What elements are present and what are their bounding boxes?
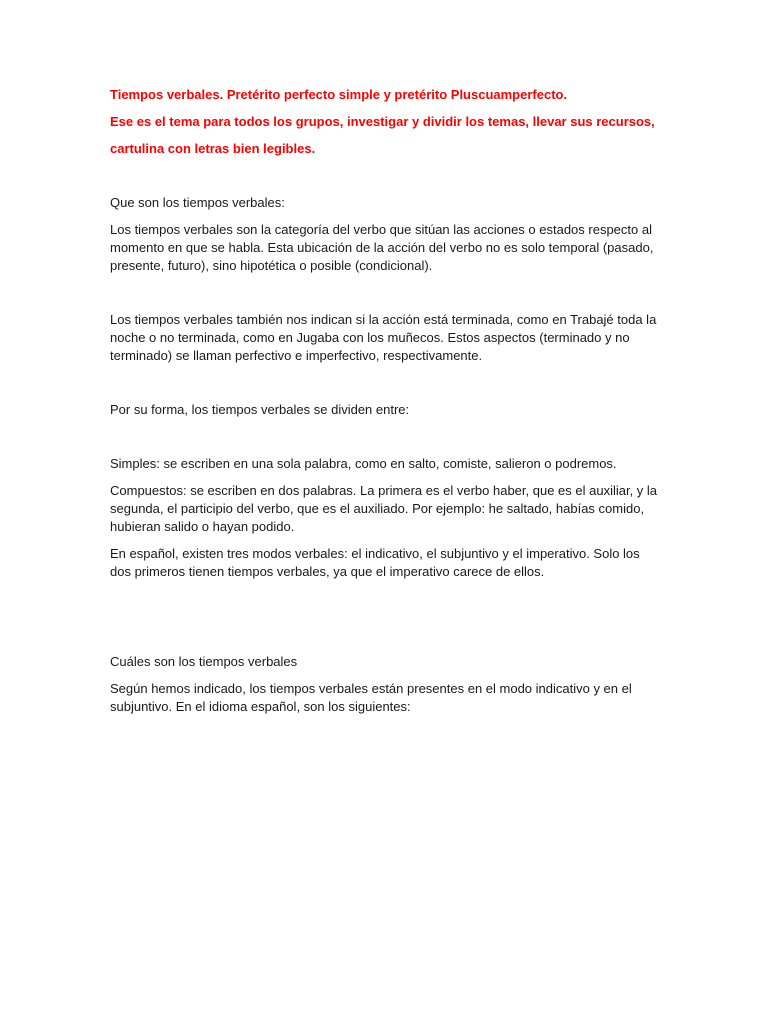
paragraph-definition: Los tiempos verbales son la categoría del verbo que sitúan las acciones o estados respecto al momento en que se habla. Esta ubicación de la acción del verbo no es solo temporal (pasado, presente, futuro), sino hipotética o posible (condicional).: [110, 222, 654, 273]
paragraph-simples: Simples: se escriben en una sola palabra, como en salto, comiste, salieron o podremos.: [110, 456, 617, 471]
paragraph-modos-verbales: En español, existen tres modos verbales: el indicativo, el subjuntivo y el imperativo. Solo los dos primeros tienen tiempos verbales, ya que el imperativo carece de ellos.: [110, 546, 640, 579]
document-body: [110, 86, 658, 725]
paragraph-por-su-forma: Por su forma, los tiempos verbales se dividen entre:: [110, 402, 410, 417]
header-line-materials: cartulina con letras bien legibles.: [110, 141, 316, 156]
paragraph-aspect: Los tiempos verbales también nos indican si la acción está terminada, como en Trabajé toda la noche o no terminada, como en Jugaba con los muñecos. Estos aspectos (terminado y no terminado) se llaman perfectivo e imperfectivo, respectivamente.: [110, 312, 657, 363]
paragraph-segun-hemos-indicado: Según hemos indicado, los tiempos verbales están presentes en el modo indicativo y en el subjuntivo. En el idioma español, son los siguientes:: [110, 681, 632, 714]
header-line-title: Tiempos verbales. Pretérito perfecto simple y pretérito Pluscuamperfecto.: [110, 87, 568, 102]
section-heading-que-son: Que son los tiempos verbales:: [110, 195, 285, 210]
section-heading-cuales-son: Cuáles son los tiempos verbales: [110, 654, 298, 669]
paragraph-compuestos: Compuestos: se escriben en dos palabras. La primera es el verbo haber, que es el auxiliar, y la segunda, el participio del verbo, que es el auxiliado. Por ejemplo: he saltado, habías comido, hubieran salido o hayan podido.: [110, 483, 658, 534]
header-line-assignment: Ese es el tema para todos los grupos, investigar y dividir los temas, llevar sus recursos,: [110, 114, 655, 129]
